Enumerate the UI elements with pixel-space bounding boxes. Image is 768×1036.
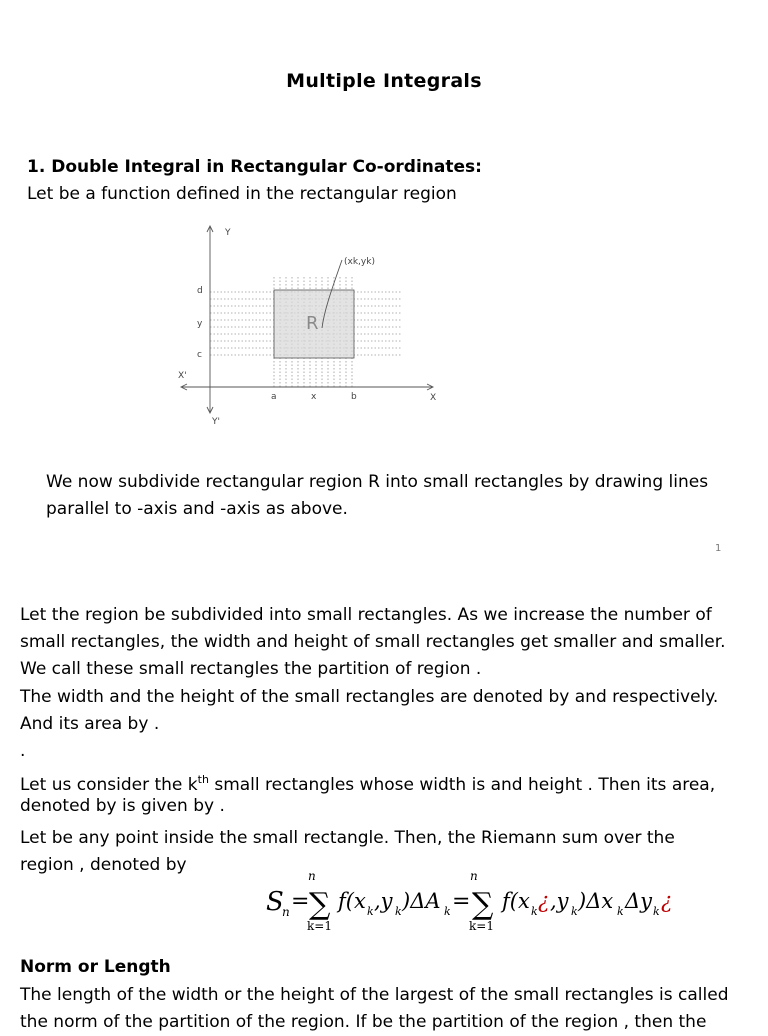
svg-text:¿: ¿ (538, 889, 550, 913)
norm-heading: Norm or Length (20, 957, 171, 977)
svg-text:=: = (291, 889, 310, 914)
body-line-8: denoted by is given by . (20, 796, 225, 816)
svg-text:n: n (308, 869, 316, 883)
label-x: x (311, 392, 317, 402)
svg-text:¿: ¿ (661, 889, 673, 913)
subdivide-line-2: parallel to -axis and -axis as above. (46, 499, 348, 519)
page-title: Multiple Integrals (286, 70, 482, 92)
body-line-10: region , denoted by (20, 855, 187, 875)
sigma-1: ∑ (309, 887, 331, 922)
svg-text:)ΔA: )ΔA (402, 889, 441, 913)
page-number: 1 (715, 543, 722, 554)
svg-text:Δy: Δy (625, 889, 653, 913)
body-line-1: Let the region be subdivided into small rectangles. As we increase the number of (20, 605, 712, 625)
x-axis-label: X (430, 393, 437, 403)
body-line-3: We call these small rectangles the partition of region . (20, 659, 482, 679)
region-label: R (306, 313, 319, 334)
y-neg-axis-label: Y' (212, 417, 220, 427)
label-y: y (197, 319, 203, 329)
label-d: d (197, 286, 203, 296)
svg-text:k: k (653, 905, 660, 918)
label-c: c (197, 350, 202, 360)
svg-text:k=1: k=1 (469, 919, 494, 933)
svg-text:k: k (617, 905, 624, 918)
svg-text:=: = (452, 889, 471, 914)
svg-text:k: k (395, 905, 402, 918)
svg-text:k: k (367, 905, 374, 918)
label-b: b (351, 392, 357, 402)
body-line-5: And its area by . (20, 714, 160, 734)
section-heading: 1. Double Integral in Rectangular Co-ordinates: (27, 157, 482, 177)
svg-text:k: k (444, 905, 451, 918)
riemann-sum-formula (262, 862, 692, 942)
svg-text:,y: ,y (374, 889, 393, 913)
svg-text:,y: ,y (550, 889, 569, 913)
svg-text:k: k (531, 905, 538, 918)
y-axis-label: Y (225, 228, 231, 238)
x-neg-axis-label: X' (178, 371, 187, 381)
svg-text:n: n (282, 905, 290, 919)
sigma-2: ∑ (472, 887, 494, 922)
body-line-7: Let us consider the $k^{th}$ small rectangles whose width is and height . Then its area, (20, 773, 716, 795)
body-line-9: Let be any point inside the small rectangle. Then, the Riemann sum over the (20, 828, 675, 848)
svg-text:f(x: f(x (338, 889, 366, 913)
rectangular-region-figure (170, 222, 450, 432)
body-line-6: . (20, 741, 26, 761)
point-label: (xk,yk) (344, 257, 375, 267)
svg-text:)Δx: )Δx (578, 889, 614, 913)
svg-text:k=1: k=1 (307, 919, 332, 933)
svg-text:n: n (470, 869, 478, 883)
norm-line-1: The length of the width or the height of the largest of the small rectangles is called (20, 985, 729, 1005)
svg-text:f(x: f(x (502, 889, 530, 913)
body-line-4: The width and the height of the small rectangles are denoted by and respectively. (20, 687, 719, 707)
svg-text:k: k (571, 905, 578, 918)
svg-text:S: S (266, 887, 284, 917)
body-line-2: small rectangles, the width and height of small rectangles get smaller and smaller. (20, 632, 726, 652)
subdivide-line-1: We now subdivide rectangular region R into small rectangles by drawing lines (46, 472, 709, 492)
intro-text: Let be a function defined in the rectangular region (27, 184, 457, 204)
label-a: a (271, 392, 277, 402)
norm-line-2: the norm of the partition of the region. If be the partition of the region , then the (20, 1012, 707, 1032)
